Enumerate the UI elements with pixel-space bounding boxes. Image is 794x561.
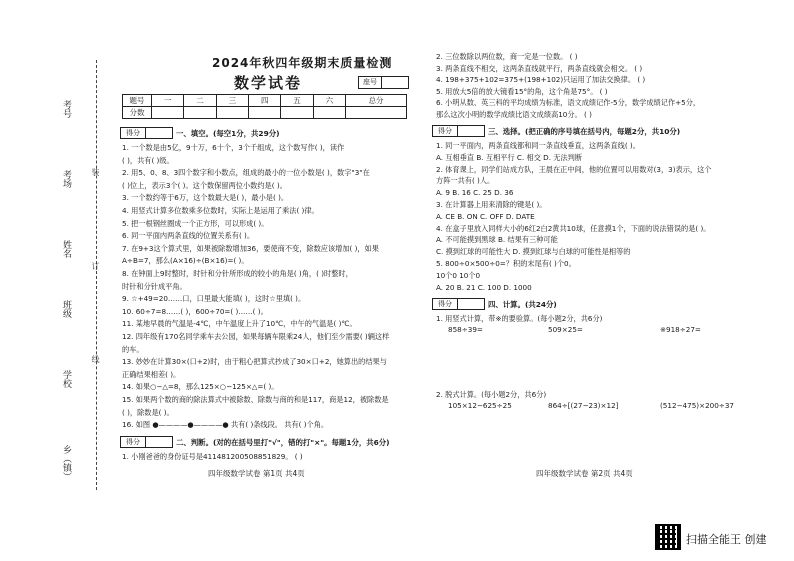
score-header-cell: 三 xyxy=(216,95,248,107)
question-line: 3. 两条直线不相交，这两条直线就平行，两条直线就会相交。 ( ) xyxy=(436,63,643,73)
side-label-kaochang: 考场 xyxy=(61,170,71,188)
section-1-heading: 一、填空。(每空1分，共29分) xyxy=(176,129,280,138)
question-line: 正确结果相差( )。 xyxy=(122,369,181,379)
question-line: 1. 同一平面内，两条直线都和同一条直线垂直，这两条直线( )。 xyxy=(436,141,640,150)
score-box-label: 得分 xyxy=(126,438,140,446)
question-line: A. 不可能摸到黑球 B. 结果有三种可能 xyxy=(436,235,558,245)
score-cell[interactable] xyxy=(184,107,216,119)
question-line: 5. 800÷0×500÷0=？积的末尾有( )个0。 xyxy=(436,259,576,268)
score-cell[interactable] xyxy=(346,107,407,119)
side-dash-3: 线 xyxy=(91,355,100,362)
scanner-watermark: 扫描全能王 创建 xyxy=(686,533,767,546)
score-box-sec2-blank[interactable] xyxy=(145,436,173,448)
page-footer-1: 四年级数学试卷 第1页 共4页 xyxy=(208,469,305,478)
calc-part-2-heading: 2. 脱式计算。(每小题2分，共6分) xyxy=(436,390,547,399)
score-cell[interactable] xyxy=(249,107,281,119)
question-line: 5. 把一根钢丝圈成一个正方形，可以形成( )。 xyxy=(122,218,269,228)
score-header-cell: 总分 xyxy=(346,95,407,107)
question-line: 4. 在盒子里放入同样大小的6红2白2黄共10球，任意摸1个，下面的说法错误的是( )。 xyxy=(436,223,711,233)
side-label-kaohao: 考号 xyxy=(61,100,71,118)
score-table-value-row xyxy=(123,107,407,119)
section-2-heading: 二、判断。(对的在括号里打"√"，错的打"×"。每题1分，共6分) xyxy=(176,438,390,447)
score-header-cell: 二 xyxy=(184,95,216,107)
side-label-xiang: 乡（镇） xyxy=(61,445,71,481)
section-4-heading: 四、计算。(共24分) xyxy=(488,300,557,309)
calc-part-1-heading: 1. 用竖式计算，带※的要验算。(每小题2分，共6分) xyxy=(436,314,603,323)
question-line: C. 摸到红球的可能性大 D. 摸到红球与白球的可能性是相等的 xyxy=(436,247,631,257)
question-line: 4. 用竖式计算多位数乘多位数时，实际上是运用了乘法( )律。 xyxy=(122,206,319,215)
score-box-sec3 xyxy=(432,125,458,137)
score-row-label: 分数 xyxy=(123,107,152,119)
score-box-sec1-blank[interactable] xyxy=(145,127,173,139)
question-line: 3. 在计算器上用来清除的键是( )。 xyxy=(436,200,547,209)
question-line: 方阵一共有( )人。 xyxy=(436,176,495,186)
question-line: 7. 在9+3这个算式里，如果被除数增加36，要使商不变，除数应该增加( )，如果 xyxy=(122,243,379,253)
question-line: 2. 三位数除以两位数，商一定是一位数。 ( ) xyxy=(436,52,578,61)
question-line: 的车。 xyxy=(122,344,144,354)
question-line: ( )，除数是( )。 xyxy=(122,407,174,417)
question-line: 3. 一个数约等于6万，这个数最大是( )，最小是( )。 xyxy=(122,193,289,203)
calc-item: 864÷[(27−23)×12] xyxy=(548,401,619,410)
question-line: A. 20 B. 21 C. 100 D. 1000 xyxy=(436,282,532,292)
score-box-sec3-blank[interactable] xyxy=(457,125,485,137)
score-box-label: 得分 xyxy=(438,127,452,135)
exam-subject: 数学试卷 xyxy=(234,74,303,92)
calc-item: (512−475)×200÷37 xyxy=(660,401,734,410)
score-table xyxy=(122,94,407,119)
question-line: 15. 如果两个数的商的除法算式中被除数、除数与商的和是117，商是12，被除数是 xyxy=(122,395,389,404)
question-line: 2. 体育课上，同学们站成方队，王晨在正中间，他的位置可以用数对(3，3)表示，这个 xyxy=(436,164,712,174)
question-line: 16. 如图 ●————●————● 共有( )条线段。 共有( )个角。 xyxy=(122,420,329,430)
question-line: A÷B=7，那么(A×16)÷(B×16)=( )。 xyxy=(122,256,249,266)
calc-item: 509×25= xyxy=(548,325,583,334)
binding-line xyxy=(96,60,97,490)
score-table-header-row xyxy=(123,95,407,107)
question-line: A. CE B. ON C. OFF D. DATE xyxy=(436,211,535,221)
question-line: ( )，共有( )级。 xyxy=(122,155,174,165)
side-label-xingming: 姓名 xyxy=(61,240,71,258)
score-box-label: 得分 xyxy=(126,129,140,137)
question-line: 2. 用5、0、8、3四个数字和小数点，组成的最小的一位小数是( )，数字"3"在 xyxy=(122,168,370,178)
question-line: 时针和分针成平角。 xyxy=(122,281,187,291)
seat-label: 座号 xyxy=(363,78,377,86)
seat-label-box xyxy=(358,76,382,89)
score-header-cell: 五 xyxy=(281,95,313,107)
side-label-banji: 班级 xyxy=(61,300,71,318)
score-box-sec2 xyxy=(120,436,146,448)
question-line: 12. 四年级有170名同学乘车去公园，如果每辆车限乘24人，他们至少需要( )辆这样 xyxy=(122,332,390,341)
score-box-label: 得分 xyxy=(438,300,452,308)
question-line: 14. 如果○−△=8，那么125×○−125×△=( )。 xyxy=(122,382,279,392)
side-label-xuexiao: 学校 xyxy=(61,370,71,388)
judge-question-1: 1. 小刚爸爸的身份证号是41148120050885182​9。 ( ) xyxy=(122,452,303,461)
side-dash-1: 装 xyxy=(91,168,100,175)
question-line: 那么这次小明的数学成绩比语文成绩高10分。 ( ) xyxy=(436,110,592,119)
score-box-sec4 xyxy=(432,298,458,310)
calc-item: 858÷39= xyxy=(448,325,483,334)
question-line: 11. 某地早晨的气温是-4℃，中午温度上升了10℃，中午的气温是( )℃。 xyxy=(122,319,357,329)
score-header-cell: 六 xyxy=(313,95,345,107)
calc-item: 105×12−625÷25 xyxy=(448,401,512,410)
question-line: 4. 198+375+102=375+(198+102)只运用了加法交换律。 ( ) xyxy=(436,75,646,85)
question-line: A. 9 B. 16 C. 25 D. 36 xyxy=(436,188,514,198)
side-dash-2: 订 xyxy=(91,262,100,269)
score-cell[interactable] xyxy=(313,107,345,119)
score-header-cell: 四 xyxy=(249,95,281,107)
question-line: 6. 小明从数、英三科的平均成绩为标准，语文成绩记作-5分，数学成绩记作+5分， xyxy=(436,98,701,108)
question-line: 6. 同一平面内两条直线的位置关系有( )。 xyxy=(122,231,255,241)
question-line: 1. 一个数是由5亿，9十万，6十个，3个千组成，这个数写作( )，读作 xyxy=(122,143,345,152)
question-line: 9. ☆+49=20……口，口里最大能填( )，这时☆里填( )。 xyxy=(122,294,306,304)
score-header-cell: 题号 xyxy=(123,95,152,107)
score-header-cell: 一 xyxy=(152,95,184,107)
page-footer-2: 四年级数学试卷 第2页 共4页 xyxy=(536,469,633,478)
question-line: 5. 用放大5倍的放大镜看15°的角，这个角是75°。 ( ) xyxy=(436,86,608,96)
score-cell[interactable] xyxy=(216,107,248,119)
question-line: 10. 60÷7=8……( )，600÷70=( )……( )。 xyxy=(122,306,268,316)
score-cell[interactable] xyxy=(281,107,313,119)
question-line: 8. 在钟面上9时整时，时针和分针所形成的较小的角是( )角，( )时整时， xyxy=(122,269,353,278)
question-line: ( )位上，表示3个( )。这个数保留两位小数约是( )。 xyxy=(122,180,287,190)
calc-item: ※918÷27= xyxy=(660,325,701,334)
question-line: 10个0 10个0 xyxy=(436,270,481,280)
seat-input[interactable] xyxy=(381,76,409,89)
exam-title: 2024年秋四年级期末质量检测 xyxy=(212,56,393,70)
score-box-sec4-blank[interactable] xyxy=(457,298,485,310)
section-3-heading: 三、选择。(把正确的序号填在括号内，每题2分，共10分) xyxy=(488,127,681,136)
score-box-sec1 xyxy=(120,127,146,139)
qr-code-icon xyxy=(655,524,681,550)
question-line: A. 互相垂直 B. 互相平行 C. 相交 D. 无法判断 xyxy=(436,152,583,162)
score-cell[interactable] xyxy=(152,107,184,119)
question-line: 13. 妙妙在计算30×(口+2)时，由于粗心把算式抄成了30×口+2，她算出的结果与 xyxy=(122,357,387,367)
